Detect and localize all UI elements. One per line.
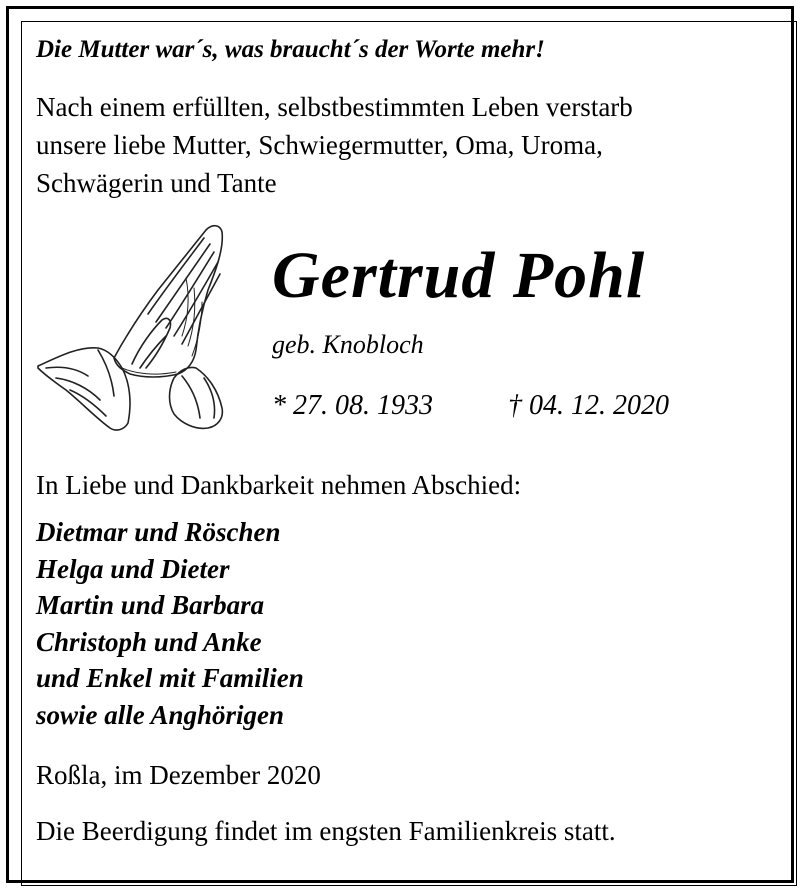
intro-line: unsere liebe Mutter, Schwiegermutter, Oma, Uroma, <box>36 130 603 160</box>
funeral-note: Die Beerdigung findet im engsten Familienkreis statt. <box>36 816 616 846</box>
list-item: Helga und Dieter <box>36 553 230 584</box>
intro-line: Schwägerin und Tante <box>36 168 277 198</box>
intro-line: Nach einem erfüllten, selbstbestimmten Leben verstarb <box>36 92 633 122</box>
motto: Die Mutter war´s, was braucht´s der Worte mehr! <box>36 36 545 63</box>
list-item: Dietmar und Röschen <box>36 517 281 547</box>
place-date: Roßla, im Dezember 2020 <box>36 760 321 790</box>
list-item: Christoph und Anke <box>36 626 262 657</box>
praying-hands-icon <box>36 218 231 443</box>
intro-text <box>36 88 756 202</box>
death-date: † 04. 12. 2020 <box>508 390 669 421</box>
mourners-list <box>36 514 304 733</box>
list-item: sowie alle Anghörigen <box>36 699 285 730</box>
list-item: Martin und Barbara <box>36 590 265 620</box>
maiden-name: geb. Knobloch <box>272 330 424 359</box>
birth-date: * 27. 08. 1933 <box>272 390 433 421</box>
list-item: und Enkel mit Familien <box>36 663 304 693</box>
farewell-line: In Liebe und Dankbarkeit nehmen Abschied: <box>36 470 522 500</box>
deceased-name: Gertrud Pohl <box>272 239 646 312</box>
